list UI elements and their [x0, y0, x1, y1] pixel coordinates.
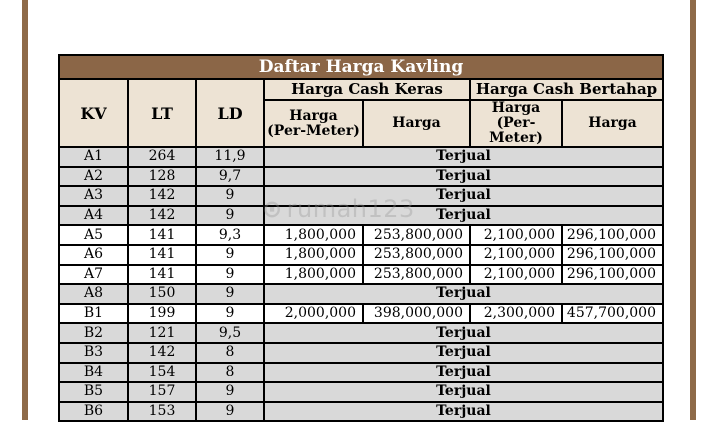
header-keras-harga: Harga: [363, 100, 470, 147]
cell-bertahap-per-meter: 2,100,000: [470, 245, 562, 265]
price-list-table: [58, 54, 664, 422]
cell-keras-per-meter: 1,800,000: [264, 245, 363, 265]
cell-lt: 142: [128, 186, 196, 206]
cell-keras-per-meter: 1,800,000: [264, 265, 363, 285]
cell-lt: 157: [128, 382, 196, 402]
cell-ld: 9: [196, 304, 264, 324]
cell-lt: 141: [128, 245, 196, 265]
cell-status: Terjual: [264, 284, 663, 304]
header-cash-keras: Harga Cash Keras: [264, 79, 470, 100]
cell-kv: A3: [59, 186, 128, 206]
cell-lt: 141: [128, 265, 196, 285]
table-title: Daftar Harga Kavling: [59, 55, 663, 79]
cell-kv: A6: [59, 245, 128, 265]
cell-ld: 9: [196, 206, 264, 226]
cell-kv: B6: [59, 402, 128, 422]
watermark-logo-icon: ⊙: [262, 195, 283, 223]
cell-kv: B4: [59, 363, 128, 383]
cell-kv: A4: [59, 206, 128, 226]
cell-status: Terjual: [264, 186, 663, 206]
header-per-meter-line2: (Per-Meter): [489, 115, 543, 146]
table-row: [59, 402, 663, 422]
table-row: [59, 206, 663, 226]
cell-bertahap-harga: 296,100,000: [562, 225, 663, 245]
cell-keras-harga: 398,000,000: [363, 304, 470, 324]
table-row: [59, 304, 663, 324]
header-bertahap-harga: Harga: [562, 100, 663, 147]
cell-kv: A8: [59, 284, 128, 304]
cell-ld: 9: [196, 265, 264, 285]
cell-lt: 128: [128, 167, 196, 187]
header-keras-per-meter: [264, 100, 363, 147]
cell-lt: 150: [128, 284, 196, 304]
cell-lt: 142: [128, 343, 196, 363]
cell-ld: 9: [196, 382, 264, 402]
cell-status: Terjual: [264, 323, 663, 343]
header-cash-bertahap: Harga Cash Bertahap: [470, 79, 663, 100]
table-row: [59, 167, 663, 187]
cell-lt: 153: [128, 402, 196, 422]
cell-status: Terjual: [264, 382, 663, 402]
cell-kv: B1: [59, 304, 128, 324]
cell-lt: 141: [128, 225, 196, 245]
header-per-meter-line2: (Per-Meter): [267, 122, 360, 139]
cell-ld: 9: [196, 284, 264, 304]
cell-bertahap-per-meter: 2,100,000: [470, 225, 562, 245]
header-ld: LD: [196, 79, 264, 147]
cell-keras-harga: 253,800,000: [363, 265, 470, 285]
watermark-text: rumah123: [286, 195, 415, 223]
table-row: [59, 147, 663, 167]
cell-ld: 9,7: [196, 167, 264, 187]
header-lt: LT: [128, 79, 196, 147]
cell-status: Terjual: [264, 343, 663, 363]
table-row: [59, 363, 663, 383]
cell-keras-harga: 253,800,000: [363, 225, 470, 245]
cell-lt: 142: [128, 206, 196, 226]
cell-lt: 121: [128, 323, 196, 343]
cell-lt: 264: [128, 147, 196, 167]
table-row: [59, 265, 663, 285]
table-row: [59, 245, 663, 265]
cell-keras-harga: 253,800,000: [363, 245, 470, 265]
cell-ld: 9: [196, 402, 264, 422]
table-row: [59, 225, 663, 245]
cell-status: Terjual: [264, 167, 663, 187]
cell-lt: 199: [128, 304, 196, 324]
cell-ld: 11,9: [196, 147, 264, 167]
cell-kv: B3: [59, 343, 128, 363]
header-kv: KV: [59, 79, 128, 147]
cell-bertahap-per-meter: 2,300,000: [470, 304, 562, 324]
cell-keras-per-meter: 1,800,000: [264, 225, 363, 245]
table-row: [59, 284, 663, 304]
cell-bertahap-harga: 457,700,000: [562, 304, 663, 324]
table-row: [59, 186, 663, 206]
header-bertahap-per-meter: [470, 100, 562, 147]
cell-bertahap-harga: 296,100,000: [562, 265, 663, 285]
cell-ld: 9: [196, 186, 264, 206]
cell-kv: B2: [59, 323, 128, 343]
cell-keras-per-meter: 2,000,000: [264, 304, 363, 324]
cell-kv: A7: [59, 265, 128, 285]
cell-ld: 9,5: [196, 323, 264, 343]
cell-bertahap-harga: 296,100,000: [562, 245, 663, 265]
frame-left-border: [22, 0, 28, 420]
cell-ld: 8: [196, 343, 264, 363]
table-row: [59, 323, 663, 343]
table-row: [59, 382, 663, 402]
cell-status: Terjual: [264, 402, 663, 422]
frame-right-border: [690, 0, 696, 420]
cell-lt: 154: [128, 363, 196, 383]
cell-status: Terjual: [264, 147, 663, 167]
cell-ld: 8: [196, 363, 264, 383]
cell-ld: 9: [196, 245, 264, 265]
header-per-meter-line1: Harga: [289, 107, 338, 124]
table-row: [59, 343, 663, 363]
cell-bertahap-per-meter: 2,100,000: [470, 265, 562, 285]
cell-kv: A1: [59, 147, 128, 167]
cell-kv: A2: [59, 167, 128, 187]
header-per-meter-line1: Harga: [491, 100, 541, 116]
cell-status: Terjual: [264, 363, 663, 383]
cell-kv: B5: [59, 382, 128, 402]
cell-ld: 9,3: [196, 225, 264, 245]
cell-status: Terjual: [264, 206, 663, 226]
cell-kv: A5: [59, 225, 128, 245]
